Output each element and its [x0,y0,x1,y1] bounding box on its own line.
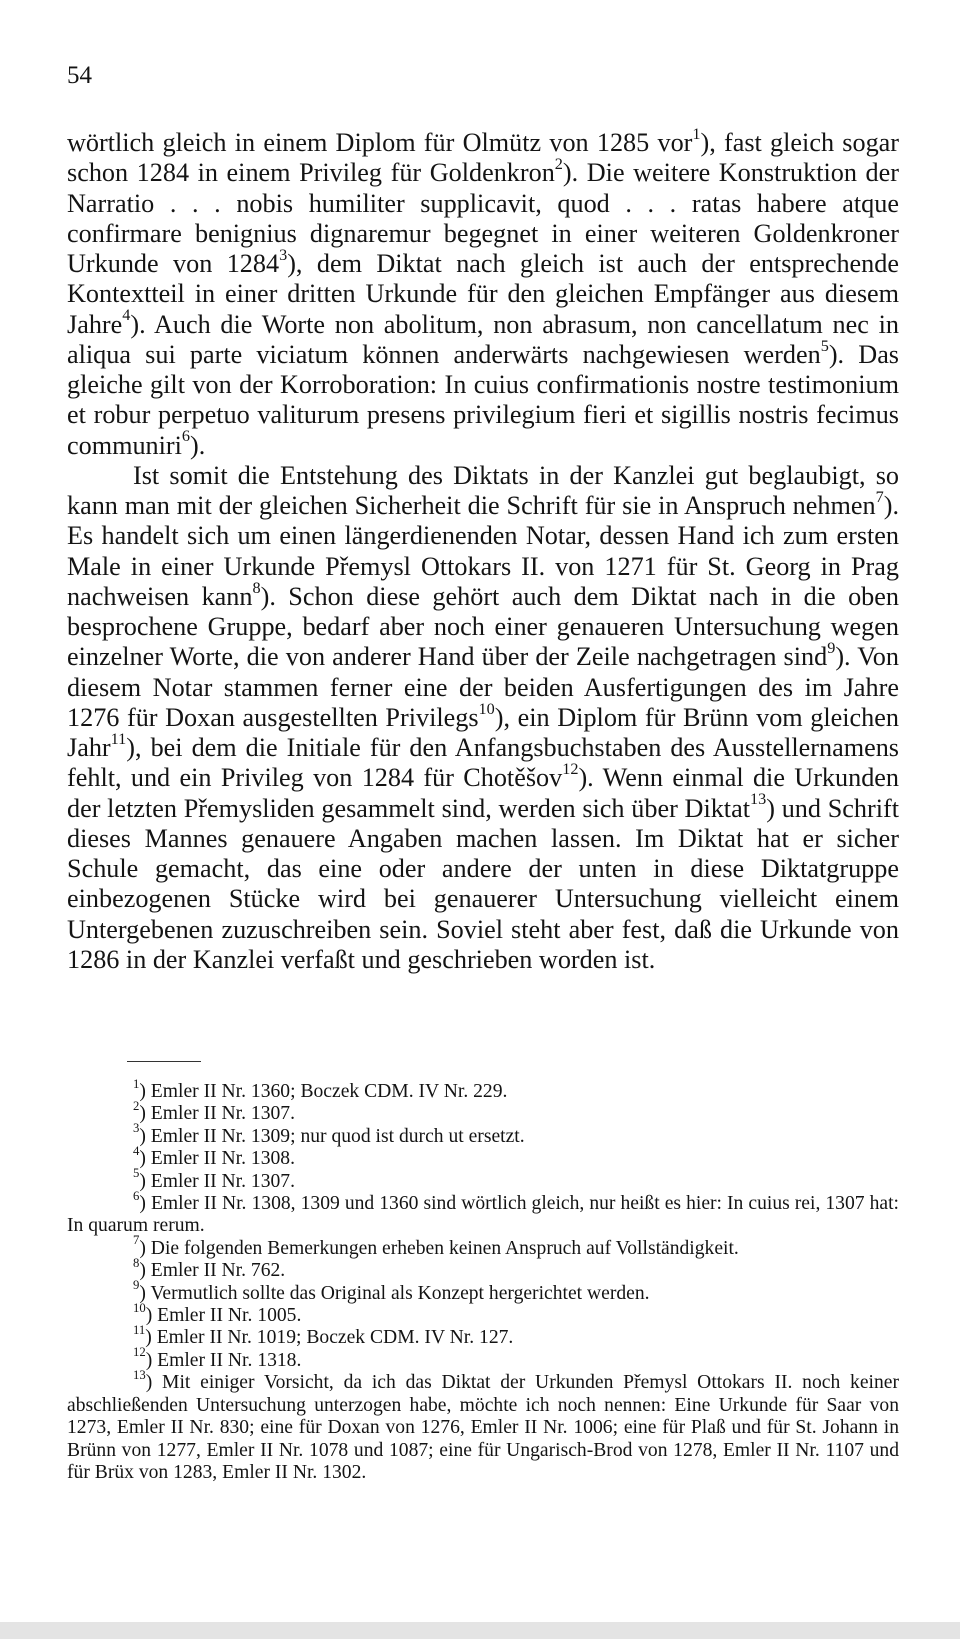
footnote-text: ) Mit einiger Vorsicht, da ich das Diktat der Urkunden Přemysl Ottokars II. noch keiner abschließenden Untersuchung unterzogen habe, möchte ich noch nennen: Eine Urkunde für Saar von 1273, Emler II Nr. 830; eine für Doxan von 1276, Emler II Nr. 1006; eine für Plaß und für St. Johann in Brünn von 1277, Emler II Nr. 1078 und 1087; eine für Ungarisch-Brod von 1278, Emler II Nr. 1107 und für Brüx von 1283, Emler II Nr. 1302. [67,1372,899,1483]
footnote-text: ) Emler II Nr. 1308, 1309 und 1360 sind wörtlich gleich, nur heißt es hier: In cuius rei, 1307 hat: In quarum rerum. [67,1193,899,1237]
footnote-text: ) Die folgenden Bemerkungen erheben keinen Anspruch auf Vollständigkeit. [139,1237,739,1259]
text-run: ). Schon diese gehört auch dem Diktat nach in die oben besprochene Gruppe, bedarf aber noch einer genaueren Untersuchung wegen einzelner Worte, die von anderer Hand über der Zeile nachgetragen sind [67,581,899,672]
footnote-ref-2: 2 [554,155,563,174]
footnote-12 [67,1345,899,1372]
text-run: ). Es handelt sich um einen längerdienenden Notar, dessen Hand ich zum ersten Male in einer Urkunde Přemysl Ottokars II. von 1271 für St. Georg in Prag nachweisen kann [67,491,899,611]
footnote-mark: 2 [133,1098,140,1113]
page-number: 54 [67,62,92,89]
footnote-text: ) Emler II Nr. 1360; Boczek CDM. IV Nr. 229. [139,1081,508,1102]
text-run: ), bei dem die Initiale für den Anfangsbuchstaben des Ausstellernamens fehlt, und ein Privileg von 1284 für Chotěšov [67,733,899,793]
footnote-mark: 4 [133,1143,140,1158]
footnote-mark: 3 [133,1121,140,1136]
footnote-text: ) Emler II Nr. 1005. [145,1305,302,1327]
text-run: ). [190,430,206,460]
footnote-ref-13: 13 [750,790,767,809]
footnote-ref-7: 7 [875,487,884,506]
footnote-2 [67,1098,899,1125]
text-run: ), dem Diktat nach gleich ist auch der entsprechende Kontextteil in einer dritten Urkunde für den gleichen Empfänger aus diesem Jahre [67,249,899,339]
footnote-mark: 5 [133,1166,140,1181]
footnote-mark: 7 [133,1233,140,1248]
footnote-text: ) Emler II Nr. 1308. [139,1148,295,1170]
text-run: ) und Schrift dieses Mannes genauere Angaben machen lassen. Im Diktat hat er sicher Schule gemacht, das eine oder andere der unten in diese Diktatgruppe einbezogenen Stücke wird bei genauerer Untersuchung vielleicht einem Untergebenen zuzuschreiben sein. Soviel steht aber fest, daß die Urkunde von 1286 in der Kanzlei verfaßt und geschrieben worden ist. [67,793,899,974]
footnote-ref-4: 4 [122,306,131,325]
footnote-mark: 6 [133,1188,140,1203]
footnote-text: ) Emler II Nr. 1309; nur quod ist durch ut ersetzt. [139,1125,525,1147]
paragraph-2 [67,461,899,975]
footnote-ref-11: 11 [110,729,127,748]
footnote-mark: 13 [133,1367,146,1382]
footnote-text: ) Emler II Nr. 1019; Boczek CDM. IV Nr. 127. [145,1327,514,1349]
text-run: ), ein Diplom für Brünn vom gleichen Jahr [67,702,899,762]
text-run: ). Die weitere Konstruktion der Narratio . . . nobis humiliter supplicavit, quod . . . ratas habere atque confirmare benignius dignaremur begegnet in einer weiteren Goldenkroner Urkunde von 1284 [67,158,899,278]
text-run: ). Wenn einmal die Urkunden der letzten Přemysliden gesammelt sind, werden sich über Diktat [67,763,900,823]
footnote-mark: 11 [133,1323,146,1338]
footnote-4 [67,1143,899,1170]
footnote-ref-9: 9 [827,639,836,658]
text-run: ). Von diesem Notar stammen ferner eine der beiden Ausfertigungen des im Jahre 1276 für Doxan ausgestellten Privilegs [67,642,899,732]
text-run: ). Das gleiche gilt von der Korroboration: In cuius confirmationis nostre testimonium et robur perpetuo valiturum presens privilegium fieri et sigillis nostris fecimus communiri [67,339,900,460]
footnote-divider [127,1061,201,1062]
footnote-9 [67,1278,899,1305]
footnote-mark: 10 [133,1300,146,1315]
footnote-text: ) Emler II Nr. 1307. [139,1103,295,1125]
footnote-text: ) Emler II Nr. 762. [139,1260,286,1282]
footnotes [67,1076,899,1484]
footnote-text: ) Emler II Nr. 1318. [145,1349,302,1371]
scan-bottom-edge [0,1622,960,1639]
footnote-text: ) Emler II Nr. 1307. [139,1170,295,1192]
footnote-mark: 8 [133,1255,140,1270]
text-run: ), fast gleich sogar schon 1284 in einem Privileg für Goldenkron [67,128,900,188]
footnote-ref-12: 12 [562,760,579,779]
footnote-8 [67,1255,899,1282]
footnote-ref-8: 8 [252,578,261,597]
text-run: ). Auch die Worte non abolitum, non abrasum, non cancellatum nec in aliqua sui parte viciatum können anderwärts nachgewiesen werden [67,309,899,369]
footnote-ref-6: 6 [181,427,191,446]
text-run: Ist somit die Entstehung des Diktats in der Kanzlei gut beglaubigt, so kann man mit der gleichen Sicherheit die Schrift für sie in Anspruch nehmen [67,460,899,520]
footnote-mark: 12 [133,1345,146,1360]
footnote-10 [67,1300,899,1327]
footnote-6 [67,1188,899,1238]
footnote-5 [67,1166,899,1193]
footnote-3 [67,1121,899,1148]
footnote-ref-5: 5 [820,336,829,355]
footnote-1 [67,1076,899,1103]
paragraph-1 [67,124,900,461]
footnote-ref-3: 3 [279,245,288,264]
text-run: wörtlich gleich in einem Diplom für Olmütz von 1285 vor [67,128,693,157]
main-text [67,124,900,975]
footnote-7 [67,1233,899,1260]
footnote-ref-1: 1 [692,124,701,143]
footnote-mark: 9 [133,1278,140,1293]
footnote-mark: 1 [133,1076,140,1091]
footnote-13 [67,1367,899,1484]
footnote-11 [67,1323,899,1349]
footnote-text: ) Vermutlich sollte das Original als Konzept hergerichtet werden. [139,1282,650,1304]
footnote-ref-10: 10 [478,699,495,718]
